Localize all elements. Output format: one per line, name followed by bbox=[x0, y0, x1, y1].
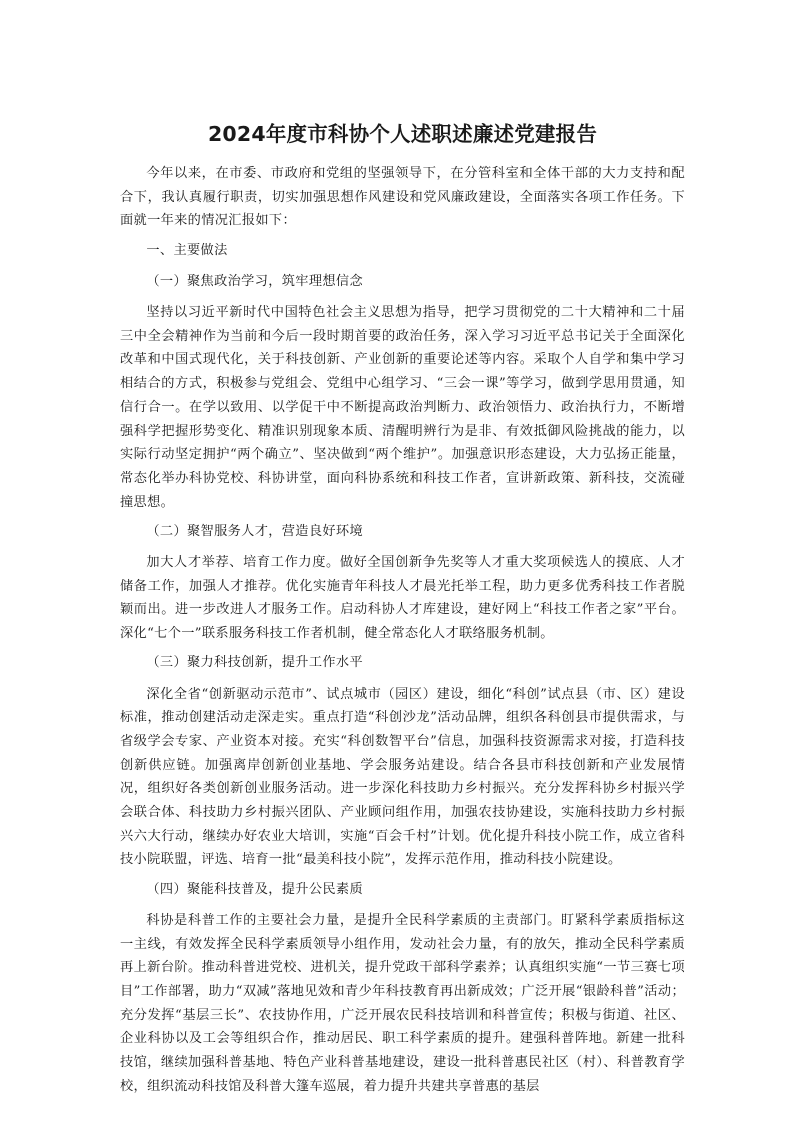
subsection-body-science-popularization: 科协是科普工作的主要社会力量，是提升全民科学素质的主责部门。盯紧科学素质指标这一主线，有效发挥全民科学素质领导小组作用，发动社会力量，有的放矢，推动全民科学素质再上新台阶。推动科普进党校、进机关，提升党政干部科学素养；认真组织实施“一节三赛七项目”工作部署，助力“双减”落地见效和青少年科技教育再出新成效；广泛开展“银龄科普”活动；充分发挥“基层三长”、农技协作用，广泛开展农民科技培训和科普宣传；积极与街道、社区、企业科协以及工会等组织合作，推动居民、职工科学素质的提升。建强科普阵地。新建一批科技馆，继续加强科普基地、特色产业科普基地建设，建设一批科普惠民社区（村）、科普教育学校，组织流动科技馆及科普大篷车巡展，着力提升共建共享普惠的基层 bbox=[120, 912, 685, 1094]
subsection-heading-tech-innovation: （三）聚力科技创新，提升工作水平 bbox=[146, 655, 363, 671]
subsection-heading-science-popularization: （四）聚能科技普及，提升公民素质 bbox=[146, 881, 363, 897]
subsection-heading-talent-service: （二）聚智服务人才，营造良好环境 bbox=[146, 523, 363, 539]
subsection-heading-political-study: （一）聚焦政治学习，筑牢理想信念 bbox=[146, 273, 363, 289]
intro-paragraph: 今年以来，在市委、市政府和党组的坚强领导下，在分管科室和全体干部的大力支持和配合下，我认真履行职责，切实加强思想作风建设和党风廉政建设，全面落实各项工作任务。下面就一年来的情况汇报如下： bbox=[120, 166, 685, 229]
section-heading-main-practices: 一、主要做法 bbox=[146, 242, 228, 258]
subsection-body-tech-innovation: 深化全省“创新驱动示范市”、试点城市（园区）建设，细化“科创”试点县（市、区）建设标准，推动创建活动走深走实。重点打造“科创沙龙”活动品牌，组织各科创县市提供需求，与省级学会专家、产业资本对接。充实“科创数智平台”信息，加强科技资源需求对接，打造科技创新供应链。加强离岸创新创业基地、学会服务站建设。结合各县市科技创新和产业发展情况，组织好各类创新创业服务活动。进一步深化科技助力乡村振兴。充分发挥科协乡村振兴学会联合体、科技助力乡村振兴团队、产业顾问组作用，加强农技协建设，实施科技助力乡村振兴六大行动，继续办好农业大培训，实施“百会千村”计划。优化提升科技小院工作，成立省科技小院联盟，评选、培育一批“最美科技小院”，发挥示范作用，推动科技小院建设。 bbox=[120, 686, 685, 868]
document-title: 2024年度市科协个人述职述廉述党建报告 bbox=[207, 122, 598, 146]
subsection-body-political-study: 坚持以习近平新时代中国特色社会主义思想为指导，把学习贯彻党的二十大精神和二十届三中全会精神作为当前和今后一段时期首要的政治任务，深入学习习近平总书记关于全面深化改革和中国式现代化，关于科技创新、产业创新的重要论述等内容。采取个人自学和集中学习相结合的方式，积极参与党组会、党组中心组学习、“三会一课”等学习，做到学思用贯通，知信行合一。在学以致用、以学促干中不断提高政治判断力、政治领悟力、政治执行力，不断增强科学把握形势变化、精准识别现象本质、清醒明辨行为是非、有效抵御风险挑战的能力，以实际行动坚定拥护“两个确立”、坚决做到“两个维护”。加强意识形态建设，大力弘扬正能量，常态化举办科协党校、科协讲堂，面向科协系统和科技工作者，宣讲新政策、新科技，交流碰撞思想。 bbox=[120, 305, 685, 510]
subsection-body-talent-service: 加大人才举荐、培育工作力度。做好全国创新争先奖等人才重大奖项候选人的摸底、人才储备工作，加强人才推荐。优化实施青年科技人才晨光托举工程，助力更多优秀科技工作者脱颖而出。进一步改进人才服务工作。启动科协人才库建设，建好网上“科技工作者之家”平台。深化“七个一”联系服务科技工作者机制，健全常态化人才联络服务机制。 bbox=[120, 555, 685, 642]
document-content bbox=[120, 118, 685, 1104]
